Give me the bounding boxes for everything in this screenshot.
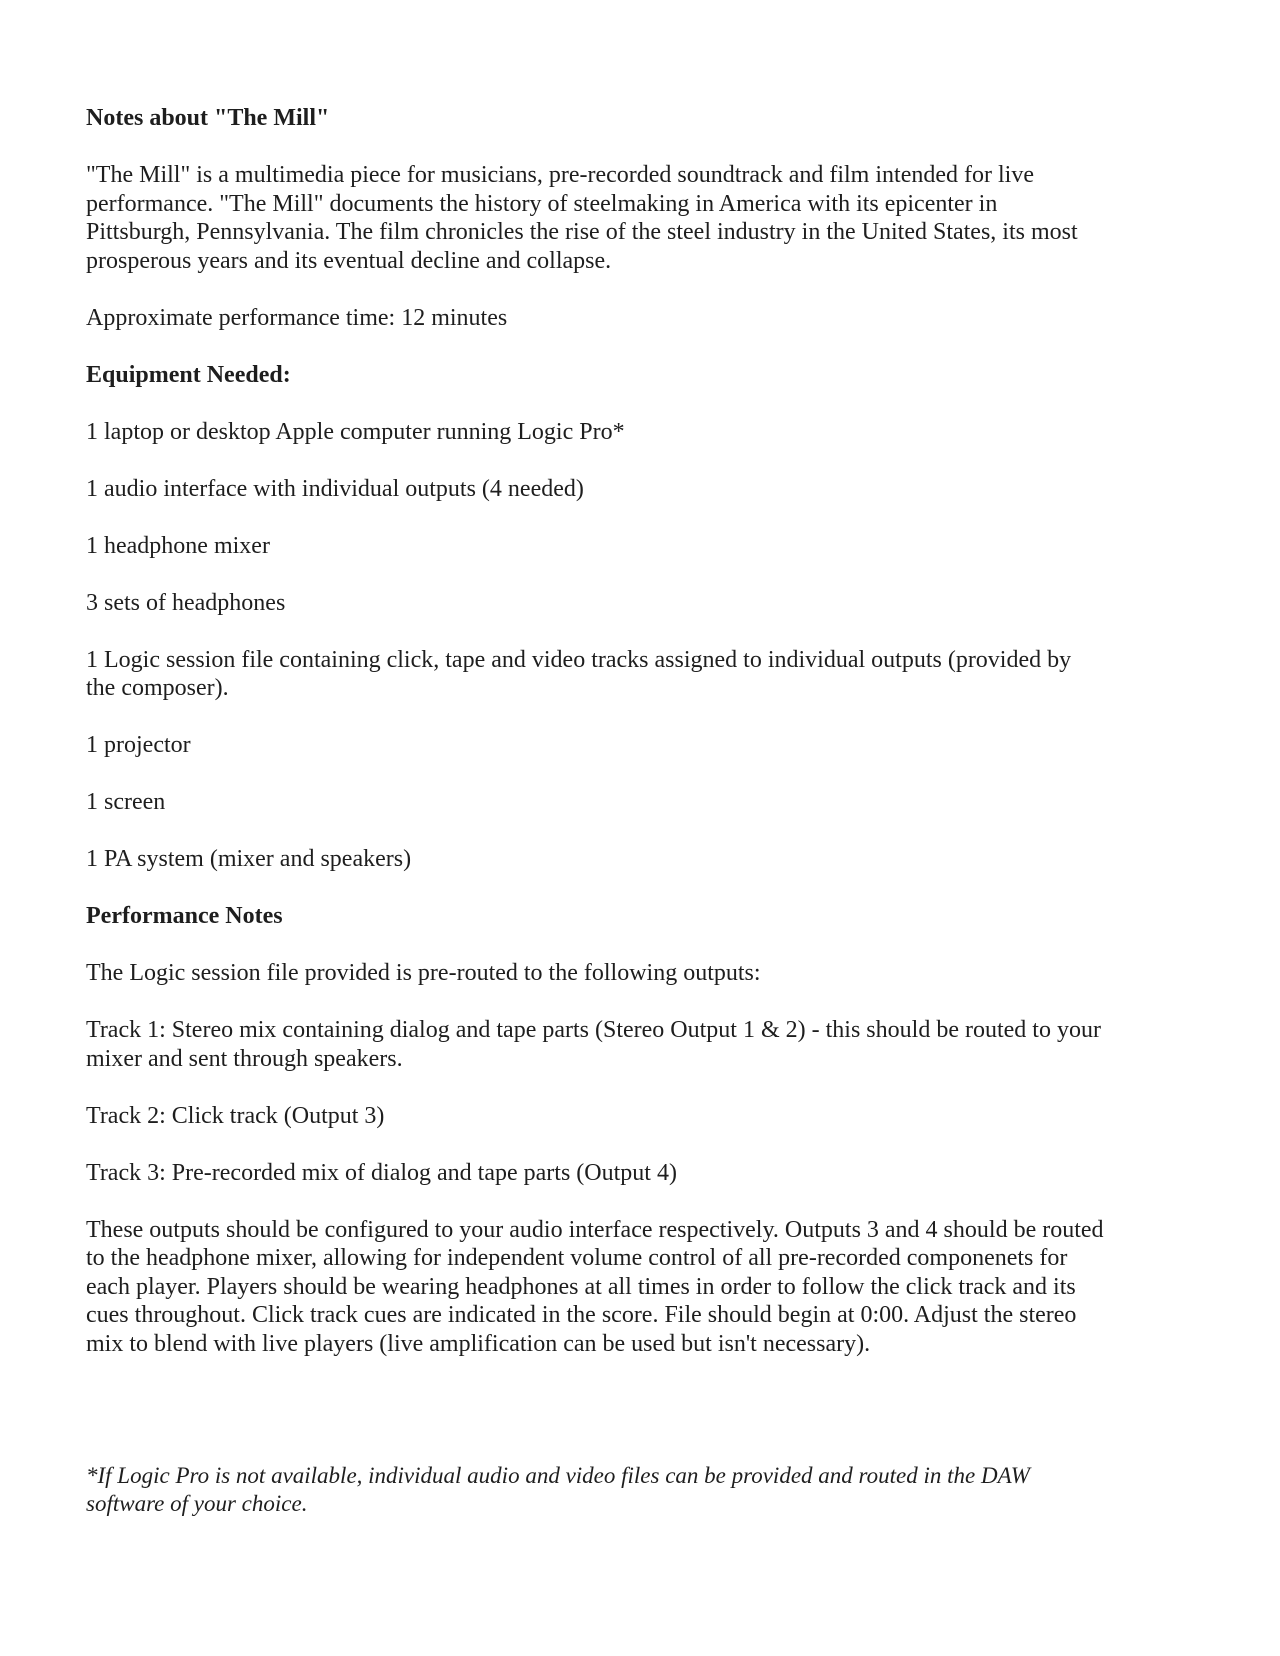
equipment-item: 1 Logic session file containing click, tape and video tracks assigned to individual outputs (provided by the composer). — [86, 646, 1072, 701]
equipment-item: 1 screen — [86, 789, 166, 815]
equipment-item: 1 projector — [86, 732, 191, 758]
footnote: *If Logic Pro is not available, individual audio and video files can be provided and routed in the DAW software of your choice. — [86, 1463, 1030, 1516]
equipment-item: 1 laptop or desktop Apple computer running Logic Pro* — [86, 418, 625, 445]
track-description: Track 3: Pre-recorded mix of dialog and tape parts (Output 4) — [86, 1159, 677, 1186]
performance-details: These outputs should be configured to your audio interface respectively. Outputs 3 and 4 should be routed to the headphone mixer, allowing for independent volume control of all pre-recorded componenets for each player. Players should be wearing headphones at all times in order to follow the click track and its cues throughout. Click track cues are indicated in the score. File should begin at 0:00. Adjust the stereo mix to blend with live players (live amplification can be used but isn't necessary). — [86, 1216, 1104, 1357]
performance-notes-heading: Performance Notes — [86, 903, 283, 929]
intro-paragraph: "The Mill" is a multimedia piece for musicians, pre-recorded soundtrack and film intended for live performance. "The Mill" documents the history of steelmaking in America with its epicenter in Pittsburgh, Pennsylvania. The film chronicles the rise of the steel industry in the United States, its most prosperous years and its eventual decline and collapse. — [86, 162, 1078, 274]
performance-time: Approximate performance time: 12 minutes — [86, 304, 508, 331]
track-description: Track 1: Stereo mix containing dialog and tape parts (Stereo Output 1 & 2) - this should be routed to your mixer and sent through speakers. — [86, 1017, 1101, 1072]
page-title: Notes about "The Mill" — [86, 105, 330, 131]
performance-notes-intro: The Logic session file provided is pre-routed to the following outputs: — [86, 960, 761, 986]
equipment-heading: Equipment Needed: — [86, 361, 291, 388]
equipment-item: 3 sets of headphones — [86, 589, 286, 616]
equipment-item: 1 audio interface with individual outputs (4 needed) — [86, 475, 584, 502]
equipment-item: 1 PA system (mixer and speakers) — [86, 846, 412, 872]
equipment-item: 1 headphone mixer — [86, 532, 270, 559]
track-description: Track 2: Click track (Output 3) — [86, 1102, 385, 1129]
document-page — [86, 104, 1106, 1387]
